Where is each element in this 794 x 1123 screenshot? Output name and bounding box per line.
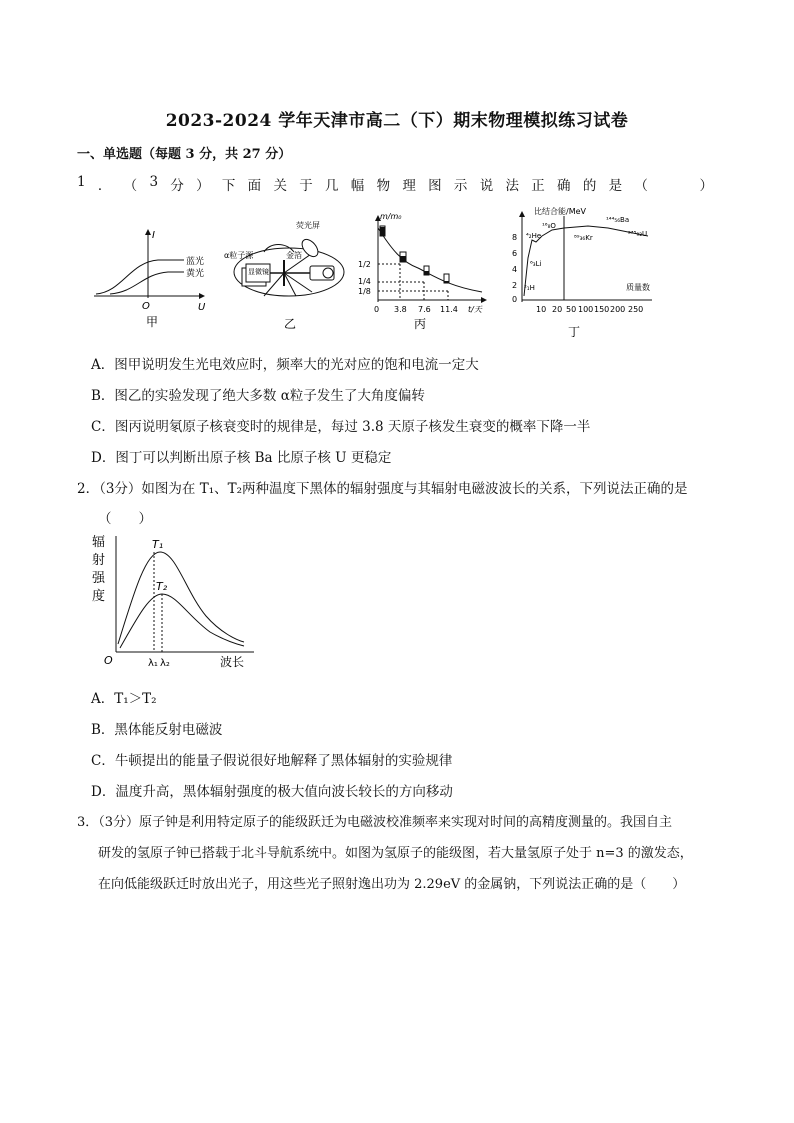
ytick-8: 8 <box>512 233 518 242</box>
nuclide-li: ⁶₃Li <box>530 260 542 268</box>
label-screen: 荧光屏 <box>296 221 320 230</box>
xtick-7.6: 7.6 <box>418 305 431 314</box>
q2-option-c[interactable]: C．牛顿提出的能量子假说很好地解释了黑体辐射的实验规律 <box>91 753 453 769</box>
nuclide-he: ⁴₂He <box>526 232 542 240</box>
ylabel-4: 度 <box>92 589 106 604</box>
q2-stem-bracket: （ ） <box>98 511 152 527</box>
ylabel-3: 强 <box>92 571 106 586</box>
xtick-150: 150 <box>594 305 610 314</box>
q2-stem: 2．（3分）如图为在 T₁、T₂两种温度下黑体的辐射强度与其辐射电磁波波长的关系，下列说法正确的是 <box>77 481 688 497</box>
q1-option-c[interactable]: C．图丙说明氡原子核衰变时的规律是，每过 3.8 天原子核发生衰变的概率下降一半 <box>91 419 591 435</box>
xtick-11.4: 11.4 <box>440 305 458 314</box>
caption-jia: 甲 <box>146 315 159 329</box>
xtick-0: 0 <box>374 305 380 314</box>
q2-option-b[interactable]: B．黑体能反射电磁波 <box>91 722 223 738</box>
xtick-50: 50 <box>566 305 577 314</box>
t1-label: T₁ <box>152 538 164 551</box>
nuclide-h: ²₁H <box>524 284 535 292</box>
nuclide-o: ¹⁶₈O <box>542 222 556 230</box>
q1-option-d[interactable]: D．图丁可以判断出原子核 Ba 比原子核 U 更稳定 <box>91 450 392 466</box>
exam-title: 2023-2024 学年天津市高二（下）期末物理模拟练习试卷 <box>165 111 629 131</box>
axis-i-label: I <box>152 230 155 241</box>
figure-yi <box>224 216 354 334</box>
q3-stem-line-1: 3．（3分）原子钟是利用特定原子的能级跃迁为电磁波校准频率来实现对时间的高精度测量的。我国自主 <box>77 815 673 830</box>
nuclide-u: ²³⁵₉₂U <box>628 230 648 238</box>
xtick-20: 20 <box>552 305 563 314</box>
q3-stem-line-2: 研发的氢原子钟已搭载于北斗导航系统中。如图为氢原子的能级图，若大量氢原子处于 n=3 的激发态， <box>98 846 693 861</box>
figure-blackbody <box>90 532 260 674</box>
ylabel: m/m₀ <box>380 212 402 221</box>
q1-stem: 1 ． （ 3 分 ） 下 面 关 于 几 幅 物 理 图 示 说 法 正 确 的 是 （ ） <box>77 174 713 194</box>
nuclide-kr: ⁸⁹₃₆Kr <box>574 234 593 242</box>
figure-jia <box>92 222 210 332</box>
ytick-0: 0 <box>512 295 518 304</box>
axis-u-label: U <box>198 302 206 313</box>
origin-label: O <box>142 301 150 312</box>
ytick-6: 6 <box>512 249 518 258</box>
caption-ding: 丁 <box>568 325 581 339</box>
t2-label: T₂ <box>156 580 168 593</box>
lambda2-label: λ₂ <box>160 658 170 669</box>
q1-option-a[interactable]: A．图甲说明发生光电效应时，频率大的光对应的饱和电流一定大 <box>91 357 479 373</box>
ytick-4: 4 <box>512 265 518 274</box>
ytick-quarter: 1/4 <box>358 277 371 286</box>
origin-label: O <box>104 654 113 667</box>
label-source: α粒子源 <box>224 251 254 260</box>
curve-blue-label: 蓝光 <box>186 257 205 267</box>
figure-ding <box>508 200 658 342</box>
section-heading: 一、单选题（每题 3 分，共 27 分） <box>77 147 292 162</box>
xtick-200: 200 <box>610 305 626 314</box>
caption-bing: 丙 <box>414 317 427 331</box>
curve-yellow-label: 黄光 <box>186 269 205 279</box>
figure-bing <box>352 210 492 332</box>
caption-yi: 乙 <box>284 317 297 331</box>
xlabel: 质量数 <box>626 283 650 292</box>
xlabel: 波长 <box>220 655 245 669</box>
q2-option-a[interactable]: A．T₁＞T₂ <box>91 691 157 707</box>
nuclide-ba: ¹⁴⁴₅₆Ba <box>606 216 630 224</box>
xtick-3.8: 3.8 <box>394 305 407 314</box>
label-foil: 金箔 <box>286 251 302 260</box>
q3-stem-line-3: 在向低能级跃迁时放出光子，用这些光子照射逸出功为 2.29eV 的金属钠，下列说法正确的是（ ） <box>98 877 686 892</box>
ylabel-2: 射 <box>92 553 106 568</box>
label-microscope: 显微镜 <box>248 268 269 276</box>
xlabel: t/天 <box>468 305 482 314</box>
ytick-eighth: 1/8 <box>358 287 371 296</box>
lambda1-label: λ₁ <box>148 658 158 669</box>
ylabel-1: 辐 <box>92 535 106 550</box>
xtick-100: 100 <box>578 305 594 314</box>
ytick-2: 2 <box>512 281 518 290</box>
xtick-250: 250 <box>628 305 644 314</box>
ylabel: 比结合能/MeV <box>534 207 586 216</box>
xtick-10: 10 <box>536 305 547 314</box>
q2-option-d[interactable]: D．温度升高，黑体辐射强度的极大值向波长较长的方向移动 <box>91 784 453 800</box>
ytick-half: 1/2 <box>358 260 371 269</box>
q1-option-b[interactable]: B．图乙的实验发现了绝大多数 α粒子发生了大角度偏转 <box>91 388 425 404</box>
